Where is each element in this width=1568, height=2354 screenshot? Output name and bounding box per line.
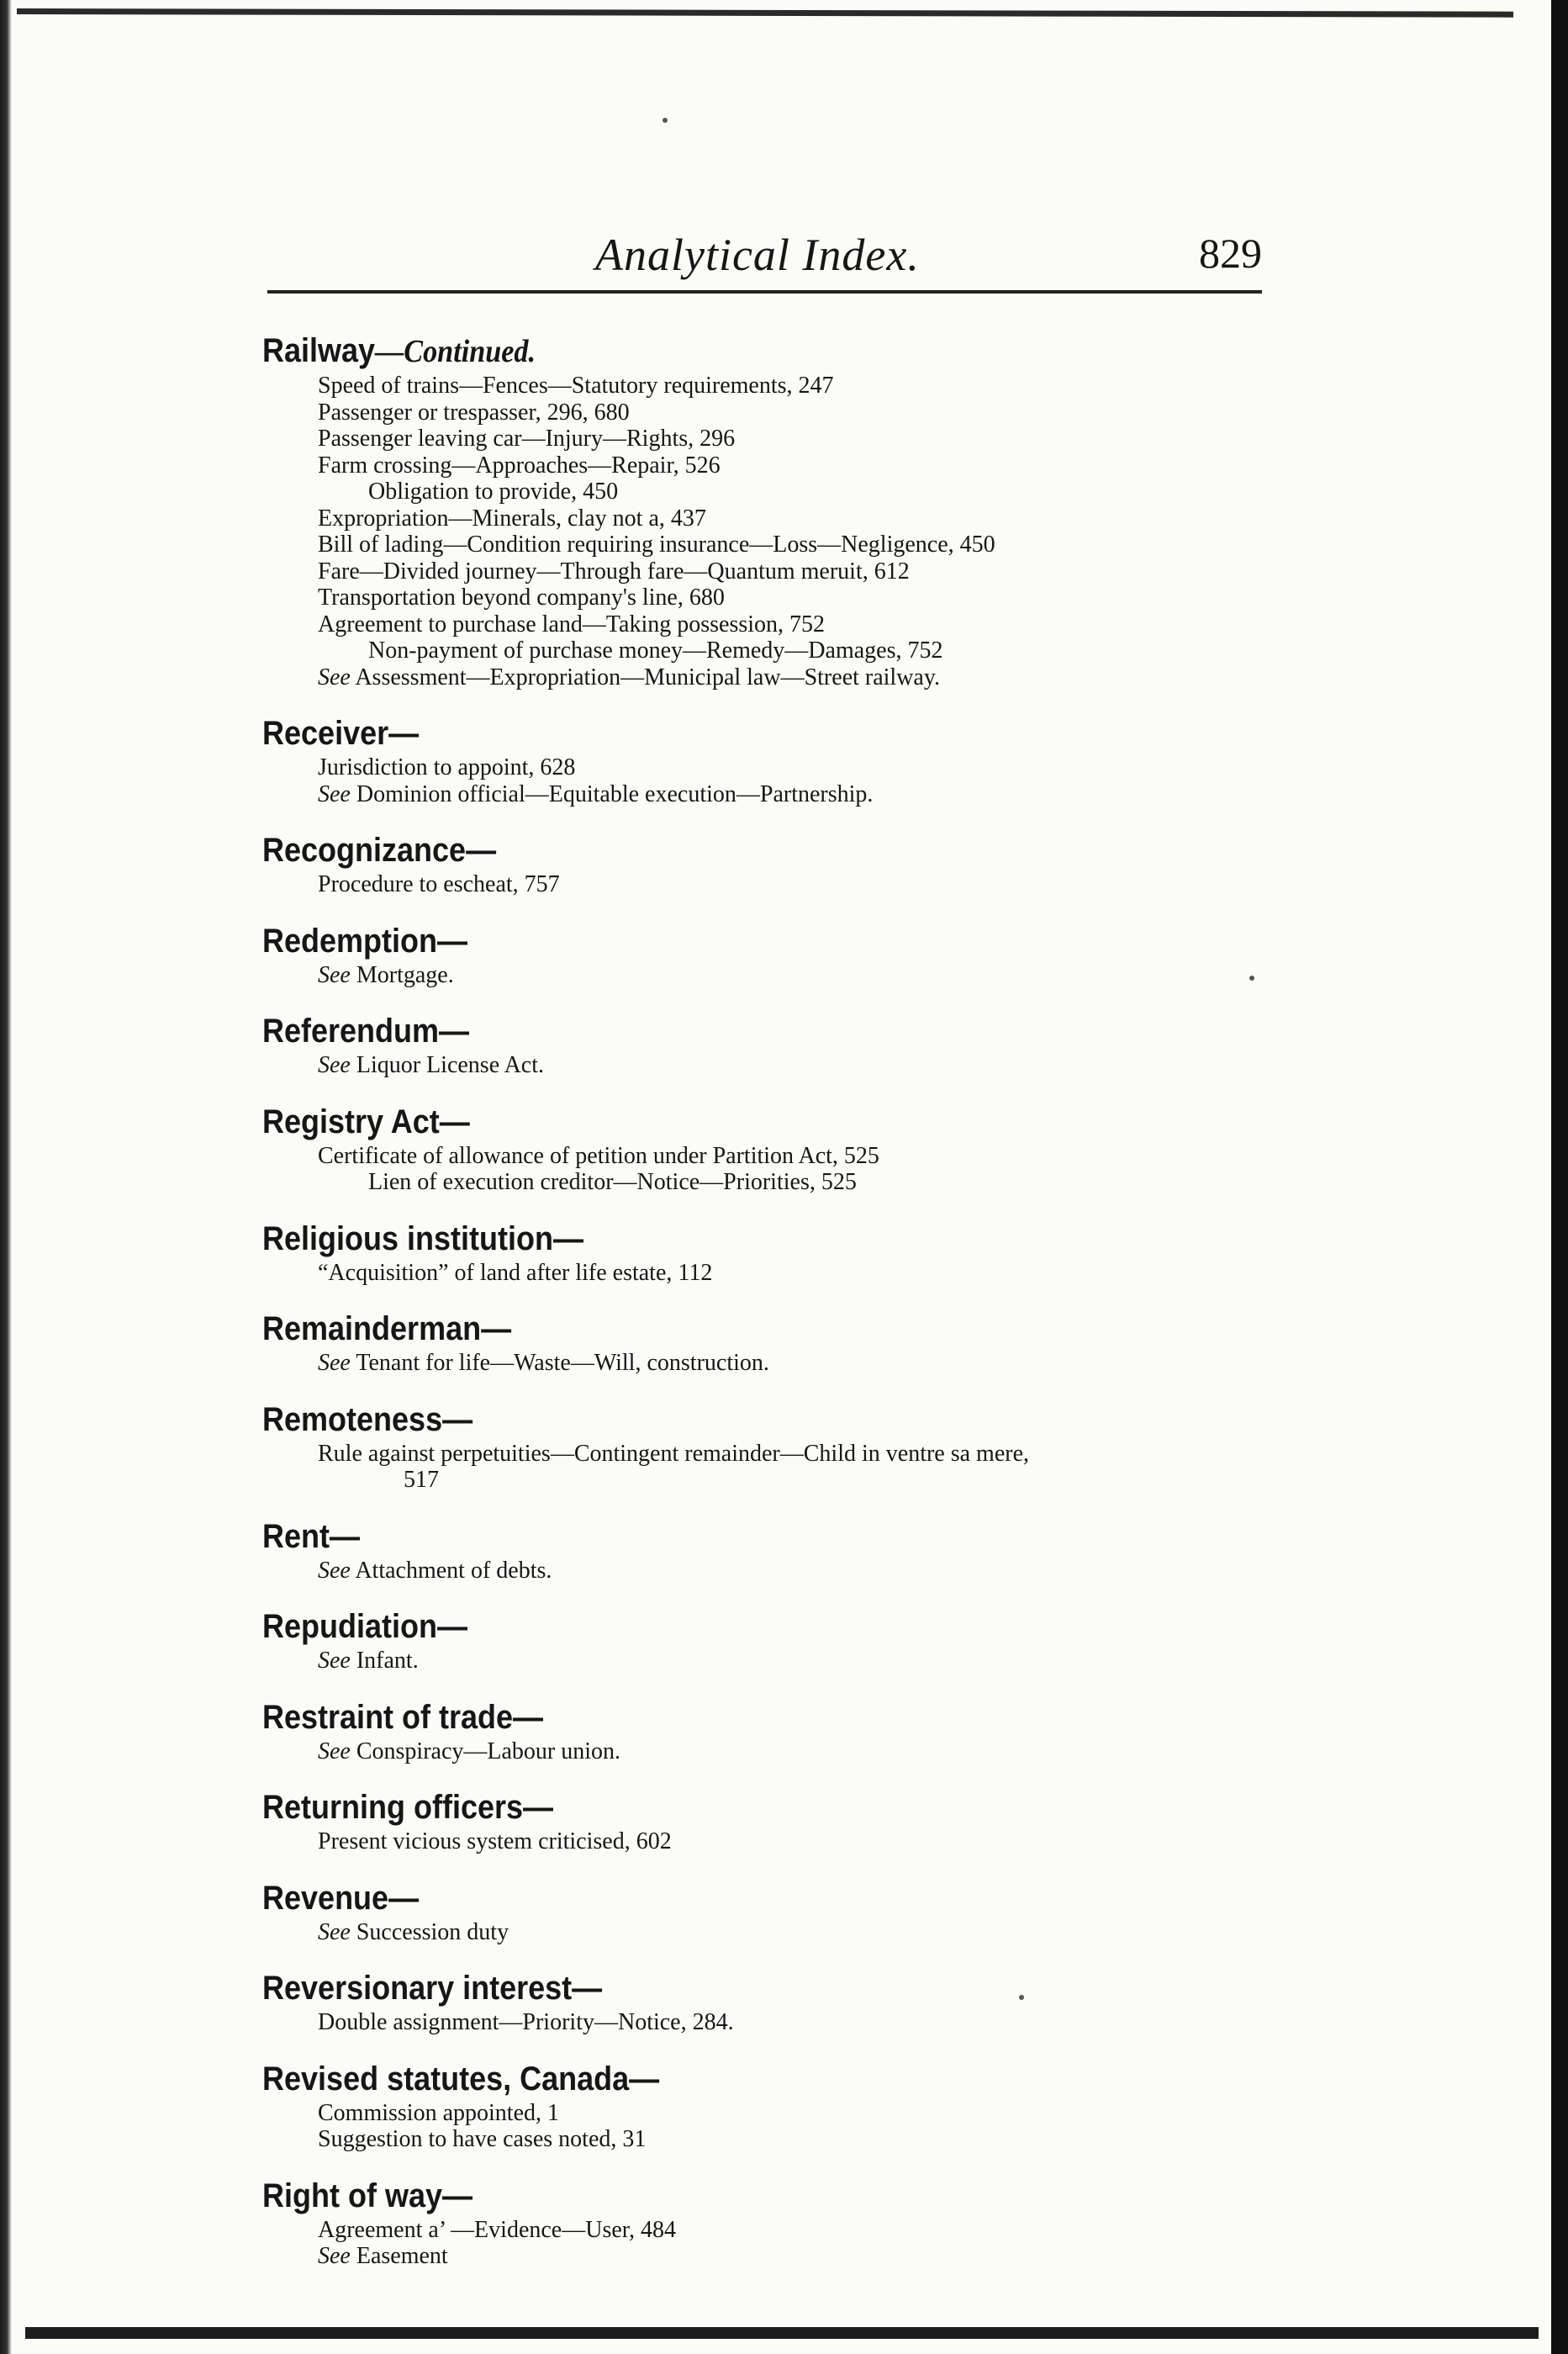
subentry: Speed of trains—Fences—Statutory requirements, 247	[318, 373, 834, 399]
scan-speck	[663, 118, 668, 123]
subentry: Present vicious system criticised, 602	[318, 1828, 672, 1854]
scan-edge-bottom	[25, 2327, 1539, 2339]
entry-heading: Returning officers—	[262, 1789, 554, 1826]
entry-heading: Rent—	[262, 1517, 361, 1555]
cross-reference: See Succession duty	[318, 1918, 509, 1945]
entry-heading: Religious institution—	[262, 1219, 583, 1257]
subentry: Commission appointed, 1	[318, 2099, 559, 2126]
header-rule	[267, 290, 1262, 294]
see-label: See	[318, 2243, 351, 2269]
index-entry-rent	[262, 1516, 1355, 1584]
subentry: Bill of lading—Condition requiring insurance—Loss—Negligence, 450	[318, 532, 995, 558]
index-entry-referendum	[262, 1010, 1355, 1079]
subentry: Transportation beyond company's line, 680	[318, 585, 725, 611]
cross-reference: See Mortgage.	[318, 961, 454, 988]
index-entry-remainderman	[262, 1308, 1355, 1377]
subentry: Lien of execution creditor—Notice—Priorities, 525	[368, 1169, 857, 1195]
subentry: Suggestion to have cases noted, 31	[318, 2126, 647, 2152]
cross-reference: See Conspiracy—Labour union.	[318, 1738, 621, 1764]
entry-heading: Redemption—	[262, 922, 468, 960]
index-entry-railway	[262, 330, 1355, 690]
see-label: See	[318, 961, 351, 988]
subentry: Rule against perpetuities—Contingent remainder—Child in ventre sa mere,	[318, 1440, 1030, 1467]
index-entry-returning-officers	[262, 1786, 1355, 1855]
index-body	[262, 330, 1355, 2270]
page-number: 829	[1199, 230, 1262, 277]
see-label: See	[318, 1918, 351, 1945]
entry-heading: Revenue—	[262, 1879, 420, 1917]
cross-reference: See Tenant for life—Waste—Will, construction.	[318, 1350, 769, 1376]
subentry: Passenger leaving car—Injury—Rights, 296	[318, 426, 736, 452]
subentry: Passenger or trespasser, 296, 680	[318, 399, 630, 426]
cross-reference: See Easement	[318, 2243, 448, 2269]
index-entry-redemption	[262, 920, 1355, 989]
subentry: Non-payment of purchase money—Remedy—Damages, 752	[368, 637, 943, 664]
entry-heading: Remoteness—	[262, 1400, 473, 1438]
cross-reference: See Attachment of debts.	[318, 1557, 552, 1584]
subentry: Double assignment—Priority—Notice, 284.	[318, 2009, 734, 2035]
subentry: “Acquisition” of land after life estate, 112	[318, 1259, 713, 1286]
index-entry-revenue	[262, 1877, 1355, 1946]
subentry: Expropriation—Minerals, clay not a, 437	[318, 505, 706, 532]
see-label: See	[318, 1738, 351, 1764]
entry-heading: Railway—Continued.	[262, 332, 536, 369]
index-entry-remoteness	[262, 1399, 1355, 1494]
subentry: Agreement to purchase land—Taking possession, 752	[318, 611, 826, 637]
subentry: Jurisdiction to appoint, 628	[318, 754, 576, 780]
index-entry-restraint-of-trade	[262, 1696, 1355, 1765]
cross-reference: See Liquor License Act.	[318, 1052, 545, 1078]
index-entry-reversionary-interest	[262, 1967, 1355, 2036]
page-header	[267, 229, 1262, 288]
entry-heading: Reversionary interest—	[262, 1970, 603, 2007]
subentry: Procedure to escheat, 757	[318, 871, 560, 897]
subentry: Fare—Divided journey—Through fare—Quantum meruit, 612	[318, 558, 910, 585]
scan-edge-right	[1551, 0, 1568, 2354]
see-label: See	[318, 1648, 351, 1674]
entry-heading: Recognizance—	[262, 832, 497, 869]
see-label: See	[318, 664, 351, 690]
entry-heading: Referendum—	[262, 1013, 470, 1050]
scan-edge-top	[17, 8, 1513, 18]
entry-heading: Remainderman—	[262, 1310, 512, 1347]
index-entry-registry-act	[262, 1101, 1355, 1196]
subentry: Certificate of allowance of petition under Partition Act, 525	[318, 1142, 879, 1169]
cross-reference: See Assessment—Expropriation—Municipal law—Street railway.	[318, 664, 941, 690]
see-label: See	[318, 1557, 351, 1584]
see-label: See	[318, 1350, 351, 1376]
subentry: Agreement a’ —Evidence—User, 484	[318, 2216, 676, 2243]
index-entry-revised-statutes-canada	[262, 2058, 1355, 2153]
index-entry-repudiation	[262, 1605, 1355, 1674]
index-entry-recognizance	[262, 829, 1355, 898]
entry-heading: Repudiation—	[262, 1608, 467, 1645]
cross-reference: See Infant.	[318, 1648, 419, 1674]
entry-heading: Revised statutes, Canada—	[262, 2060, 660, 2097]
index-entry-receiver	[262, 712, 1355, 807]
cross-reference: See Dominion official—Equitable execution—Partnership.	[318, 780, 874, 807]
entry-heading: Restraint of trade—	[262, 1698, 544, 1736]
entry-heading: Right of way—	[262, 2177, 473, 2214]
entry-heading: Receiver—	[262, 715, 420, 752]
scan-edge-left	[0, 0, 12, 2354]
subentry: Farm crossing—Approaches—Repair, 526	[318, 452, 721, 479]
see-label: See	[318, 780, 351, 807]
subentry: Obligation to provide, 450	[368, 479, 619, 505]
see-label: See	[318, 1052, 351, 1078]
entry-heading: Registry Act—	[262, 1103, 470, 1140]
index-entry-right-of-way	[262, 2175, 1355, 2270]
running-title: Analytical Index.	[595, 230, 920, 280]
continued-label: —Continued.	[375, 334, 536, 369]
index-entry-religious-institution	[262, 1218, 1355, 1287]
subentry-continuation: 517	[404, 1467, 439, 1493]
